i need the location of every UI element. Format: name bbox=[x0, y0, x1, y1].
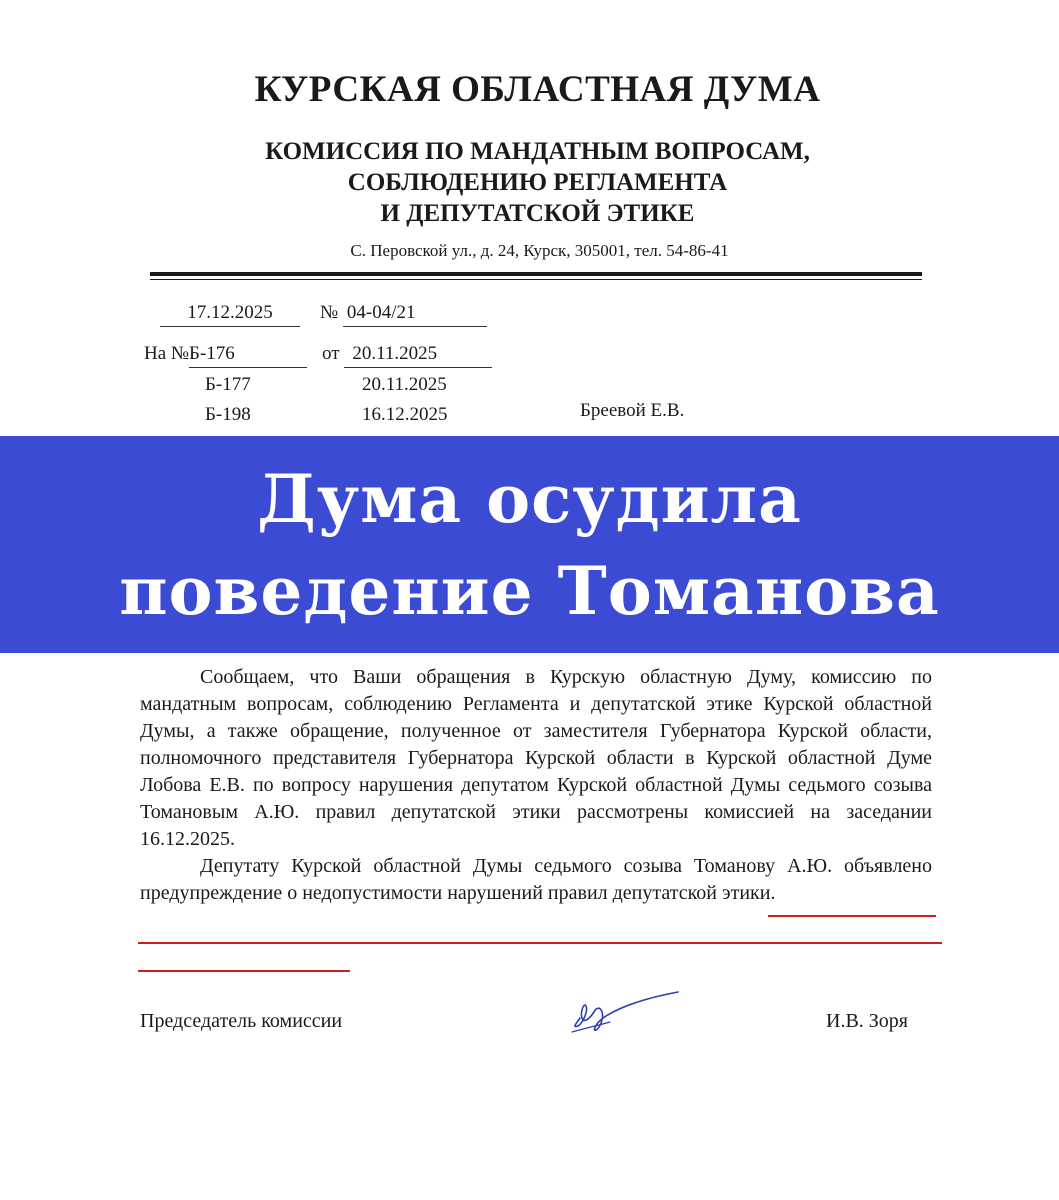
highlight-underline-3 bbox=[138, 970, 350, 972]
commission-line-3: И ДЕПУТАТСКОЙ ЭТИКЕ bbox=[380, 200, 695, 227]
outgoing-number-field bbox=[320, 302, 487, 327]
handwritten-signature bbox=[566, 988, 686, 1038]
headline-line-2: поведение Томанова bbox=[119, 552, 940, 630]
org-title: КУРСКАЯ ОБЛАСТНАЯ ДУМА bbox=[254, 69, 821, 110]
reply-label: На № bbox=[144, 343, 190, 364]
commission-line-2: СОБЛЮДЕНИЮ РЕГЛАМЕНТА bbox=[347, 169, 728, 196]
paragraph-2: Депутату Курской областной Думы седьмого созыва Томанову А.Ю. объявлено предупреждение о недопустимости нарушений правил депутатской этики. bbox=[140, 855, 932, 904]
reply-ref-2-date: 20.11.2025 bbox=[362, 374, 447, 395]
reply-ref-3-date: 16.12.2025 bbox=[362, 404, 448, 425]
paragraph-1: Сообщаем, что Ваши обращения в Курскую областную Думу, комиссию по мандатным вопросам, соблюдению Регламента и депутатской этике Курской областной Думы, а также обращение, полученное от заместителя Губернатора Курской области, полномочного представителя Губернатора Курской области в Курской областной Думе Лобова Е.В. по вопросу нарушения депутатом Курской областной Думы седьмого созыва Томановым А.Ю. правил депутатской этики рассмотрены комиссией на заседании 16.12.2025. bbox=[140, 666, 932, 850]
signatory-position: Председатель комиссии bbox=[140, 1010, 343, 1032]
outgoing-date-field bbox=[160, 302, 300, 327]
reply-ref-2: Б-177 bbox=[205, 374, 251, 395]
from-label: от bbox=[322, 343, 340, 364]
reply-ref-3: Б-198 bbox=[205, 404, 251, 425]
reply-ref-1-date: 20.11.2025 bbox=[344, 343, 492, 368]
number-label: № bbox=[320, 302, 339, 323]
header-divider-thick bbox=[150, 272, 922, 276]
letter-body bbox=[140, 664, 932, 907]
org-address: С. Перовской ул., д. 24, Курск, 305001, тел. 54-86-41 bbox=[350, 241, 729, 260]
signatory-name: И.В. Зоря bbox=[826, 1010, 909, 1032]
headline-line-1: Дума осудила bbox=[257, 460, 802, 538]
header-divider-thin bbox=[150, 279, 922, 280]
addressee: Бреевой Е.В. bbox=[580, 400, 685, 421]
outgoing-date: 17.12.2025 bbox=[160, 302, 300, 327]
highlight-underline-2 bbox=[138, 942, 942, 944]
reply-date-field bbox=[322, 343, 492, 368]
reply-ref-field bbox=[144, 343, 307, 368]
reply-ref-1: Б-176 bbox=[189, 343, 307, 368]
highlight-underline-1 bbox=[768, 915, 936, 917]
outgoing-number: 04-04/21 bbox=[343, 302, 487, 327]
commission-name bbox=[8, 136, 1059, 229]
commission-line-1: КОМИССИЯ ПО МАНДАТНЫМ ВОПРОСАМ, bbox=[265, 138, 810, 165]
